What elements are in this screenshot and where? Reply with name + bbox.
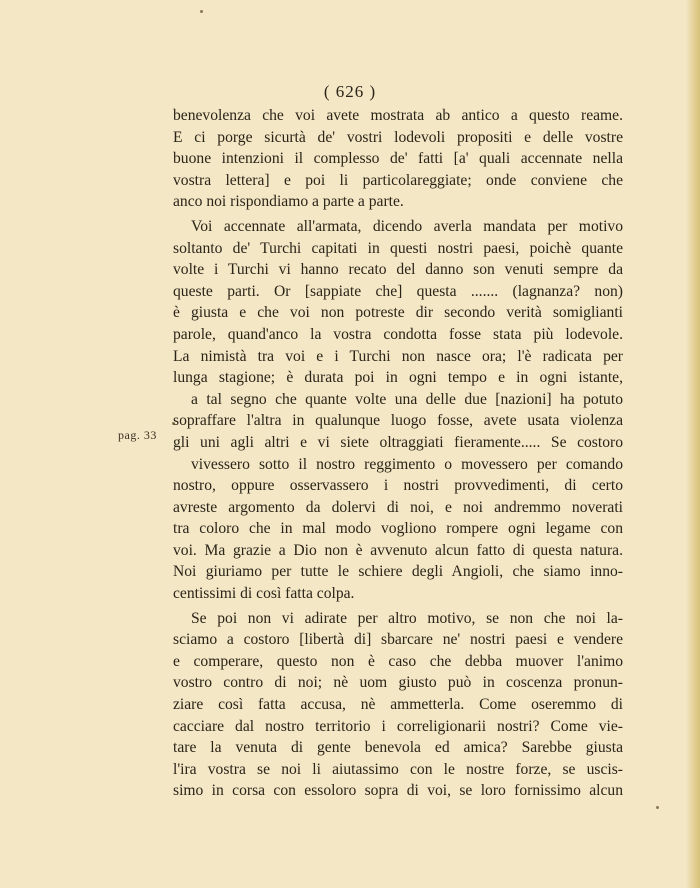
text-line: gli uni agli altri e vi siete oltraggiati fieramente..... Se costoro	[173, 433, 623, 451]
text-line: l'ira vostra se noi li aiutassimo con le nostre forze, se uscis-	[173, 760, 623, 778]
page-edge-shadow	[686, 0, 700, 888]
text-line: vostra lettera] e poi li particolareggiate; onde conviene che	[173, 171, 623, 189]
text-line: cacciare dal nostro territorio i correligionarii nostri? Come vie-	[173, 717, 623, 735]
text-line: Se poi non vi adirate per altro motivo, se non che noi la-	[191, 609, 623, 627]
text-line: Voi accennate all'armata, dicendo averla mandata per motivo	[191, 217, 623, 235]
text-line: sopraffare l'altra in qualunque luogo fosse, avete usata violenza	[173, 412, 623, 430]
text-line: è giusta e che voi non potreste dir secondo verità somiglianti	[173, 304, 623, 322]
text-line: vostro contro di noi; nè uom giusto può in coscenza pronun-	[173, 674, 623, 692]
text-line: avreste argomento da dolervi di noi, e noi andremmo noverati	[173, 498, 623, 516]
text-line: nostro, oppure osservassero i nostri provvedimenti, di certo	[173, 477, 623, 495]
body-text	[173, 105, 623, 802]
paper-speck	[200, 10, 203, 13]
text-line: a tal segno che quante volte una delle due [nazioni] ha potuto	[191, 390, 623, 408]
text-line: soltanto de' Turchi capitati in questi nostri paesi, poichè quante	[173, 239, 623, 257]
text-line: ziare così fatta accusa, nè ammetterla. Come oseremmo di	[173, 696, 623, 714]
page-number: ( 626 )	[323, 82, 377, 101]
text-line: vivessero sotto il nostro reggimento o movessero per comando	[191, 455, 623, 473]
text-line: voi. Ma grazie a Dio non è avvenuto alcun fatto di questa natura.	[173, 541, 623, 559]
text-line: anco noi rispondiamo a parte a parte.	[173, 193, 404, 211]
text-line: benevolenza che voi avete mostrata ab antico a questo reame.	[173, 107, 623, 124]
text-line: queste parti. Or [sappiate che] questa ....... (lagnanza? non)	[173, 282, 623, 300]
text-line: E ci porge sicurtà de' vostri lodevoli propositi e delle vostre	[173, 128, 623, 146]
text-line: volte i Turchi vi hanno recato del danno son venuti sempre da	[173, 261, 623, 279]
paper-speck	[656, 806, 659, 809]
text-line: centissimi di così fatta colpa.	[173, 585, 355, 603]
text-line: tare la venuta di gente benevola ed amica? Sarebbe giusta	[173, 739, 623, 757]
margin-note-page-reference: pag. 33	[118, 428, 157, 442]
text-line: La nimistà tra voi e i Turchi non nasce ora; l'è radicata per	[173, 347, 623, 365]
text-line: lunga stagione; è durata poi in ogni tempo e in ogni istante,	[173, 369, 623, 387]
text-line: Noi giuriamo per tutte le schiere degli Angioli, che siamo inno-	[173, 563, 623, 581]
text-line: sciamo a costoro [libertà di] sbarcare ne' nostri paesi e vendere	[173, 631, 623, 649]
text-line: tra coloro che in mal modo vogliono rompere ogni legame con	[173, 520, 623, 538]
text-line: parole, quand'anco la vostra condotta fosse stata più lodevole.	[173, 325, 623, 343]
text-line: buone intenzioni il complesso de' fatti [a' quali accennate nella	[173, 150, 623, 168]
text-line: e comperare, questo non è caso che debba muover l'animo	[173, 652, 623, 670]
text-line: simo in corsa con essoloro sopra di voi, se loro fornissimo alcun	[173, 782, 623, 800]
